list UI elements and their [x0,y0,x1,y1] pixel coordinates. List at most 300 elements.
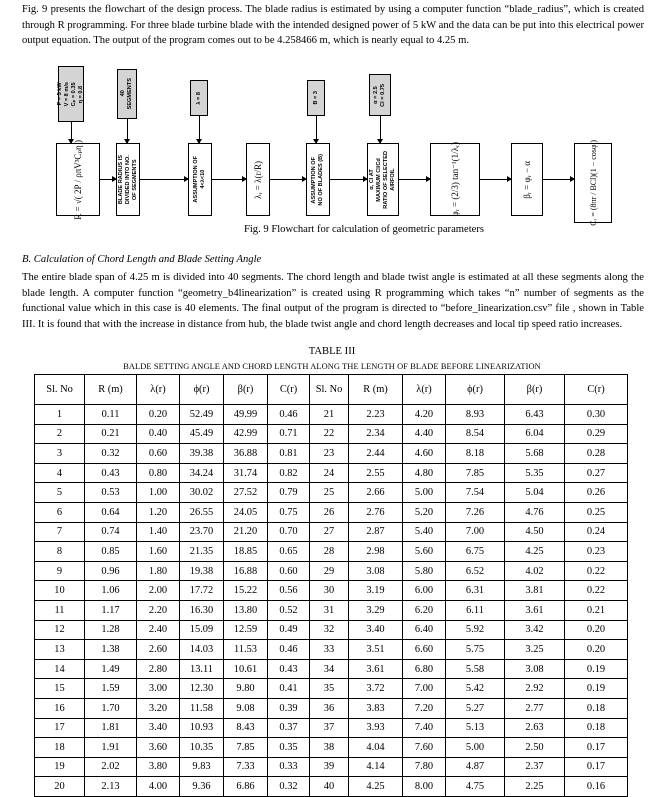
input-power-box [58,66,84,122]
table-cell: 2.44 [349,444,403,464]
table-cell: 7.00 [446,522,505,542]
table-cell: 0.35 [268,738,310,758]
table-cell: 4.50 [505,522,565,542]
table-cell: 1.49 [85,659,137,679]
table-cell: 0.28 [565,444,628,464]
table-cell: 12.59 [224,620,268,640]
table-cell: 1.06 [85,581,137,601]
table-header-cell: ϕ(r) [180,375,224,405]
table-header-cell: Sl. No [35,375,85,405]
table-cell: 5.75 [446,640,505,660]
table-cell: 31.74 [224,463,268,483]
table-cell: 5.42 [446,679,505,699]
table-cell: 16.30 [180,600,224,620]
table-cell: 11.58 [180,698,224,718]
table-cell: 9.08 [224,698,268,718]
table-cell: 1.28 [85,620,137,640]
table-cell: 5.58 [446,659,505,679]
table-cell: 29 [310,561,349,581]
table-cell: 2.77 [505,698,565,718]
table-cell: 32 [310,620,349,640]
table-cell: 0.81 [268,444,310,464]
beta-formula-box [511,143,543,216]
table-header-cell: β(r) [224,375,268,405]
table-body [35,405,628,797]
table-cell: 3.51 [349,640,403,660]
table-cell: 26 [310,502,349,522]
table-cell: 1.59 [85,679,137,699]
table-row [35,757,628,777]
arrow-right-8 [543,179,574,180]
table-cell: 4 [35,463,85,483]
table-cell: 26.55 [180,502,224,522]
table-cell: 33 [310,640,349,660]
table-cell: 8.54 [446,424,505,444]
table-cell: 4.87 [446,757,505,777]
table-cell: 36 [310,698,349,718]
table-cell: 14.03 [180,640,224,660]
table-cell: 0.24 [565,522,628,542]
table-cell: 4.00 [137,777,180,797]
table-cell: 1.20 [137,502,180,522]
table-cell: 5.00 [446,738,505,758]
table-cell: 0.20 [565,620,628,640]
arrow-right-4 [270,179,306,180]
table-cell: 0.27 [565,463,628,483]
table-cell: 18.85 [224,542,268,562]
table-cell: 8.43 [224,718,268,738]
table-cell: 1 [35,405,85,425]
table-cell: 0.64 [85,502,137,522]
table-row [35,581,628,601]
table-cell: 2.37 [505,757,565,777]
table-header-cell: R (m) [85,375,137,405]
table-cell: 15.22 [224,581,268,601]
table-cell: 0.30 [565,405,628,425]
table-row [35,424,628,444]
table-cell: 0.29 [565,424,628,444]
table-cell: 52.49 [180,405,224,425]
table-cell: 7.33 [224,757,268,777]
table-cell: 0.19 [565,659,628,679]
table-cell: 0.60 [137,444,180,464]
table-cell: 1.60 [137,542,180,562]
table-title: TABLE III [308,346,356,357]
table-cell: 7 [35,522,85,542]
table-cell: 1.81 [85,718,137,738]
table-cell: 2.92 [505,679,565,699]
table-cell: 4.14 [349,757,403,777]
table-cell: 24 [310,463,349,483]
table-cell: 0.41 [268,679,310,699]
table-cell: 2 [35,424,85,444]
table-cell: 30.02 [180,483,224,503]
table-cell: 1.00 [137,483,180,503]
table-cell: 5.60 [403,542,446,562]
table-cell: 2.34 [349,424,403,444]
table-cell: 20 [35,777,85,797]
section-heading: B. Calculation of Chord Length and Blade Setting Angle [22,254,262,265]
table-cell: 4.76 [505,502,565,522]
table-cell: 16.88 [224,561,268,581]
table-header-row [35,375,628,405]
table-row [35,522,628,542]
intro-paragraph: Fig. 9 presents the flowchart of the design process. The blade radius is estimated by using a computer function “blade_radius”, which is created through R programming. For three blade turbine blade with the intended designed power of 5 kW and the data can be put into this electrical power output equation. The output of the program comes out to be 4.258466 m, which is nearly equal to 4.25 m. [22,4,644,47]
table-cell: 5.27 [446,698,505,718]
table-cell: 0.60 [268,561,310,581]
table-cell: 7.54 [446,483,505,503]
table-cell: 8.93 [446,405,505,425]
table-cell: 8 [35,542,85,562]
table-header-cell: Sl. No [310,375,349,405]
table-cell: 3.20 [137,698,180,718]
table-cell: 4.75 [446,777,505,797]
input-alpha-box [369,74,391,116]
table-cell: 6.52 [446,561,505,581]
table-cell: 5.35 [505,463,565,483]
table-cell: 7.85 [446,463,505,483]
table-cell: 23.70 [180,522,224,542]
table-cell: 8.00 [403,777,446,797]
input-lambda-text: λ = 8 [195,91,202,105]
table-cell: 0.85 [85,542,137,562]
table-cell: 5.20 [403,502,446,522]
input-power-text: P = 5 kW V = 8 m/s Cₚ = 0.35 η = 0.8 [57,81,84,107]
table-cell: 21 [310,405,349,425]
chord-formula: Cᵣ = (8πr / BCl)(1 − cosφᵣ) [588,140,598,226]
table-cell: 10 [35,581,85,601]
figure-caption: Fig. 9 Flowchart for calculation of geometric parameters [243,224,485,235]
input-blades-text: B = 3 [312,91,319,105]
input-lambda-box [190,80,208,116]
table-cell: 2.50 [505,738,565,758]
table-cell: 0.17 [565,738,628,758]
table-row [35,483,628,503]
table-cell: 0.52 [268,600,310,620]
table-cell: 2.13 [85,777,137,797]
table-cell: 6.80 [403,659,446,679]
table-cell: 10.35 [180,738,224,758]
table-cell: 0.79 [268,483,310,503]
table-cell: 39.38 [180,444,224,464]
table-cell: 12.30 [180,679,224,699]
table-cell: 34 [310,659,349,679]
table-cell: 3.08 [349,561,403,581]
table-cell: 2.66 [349,483,403,503]
table-cell: 3.40 [349,620,403,640]
assumption-tsr-box [188,143,212,216]
table-cell: 6.60 [403,640,446,660]
table-cell: 25 [310,483,349,503]
divide-segments-text: BLADE RADIUS IS DIVIDED INTO NO. OF SEGMENTS [117,154,138,205]
table-cell: 2.02 [85,757,137,777]
table-cell: 19 [35,757,85,777]
table-cell: 7.80 [403,757,446,777]
table-cell: 5.00 [403,483,446,503]
table-header-cell: C(r) [268,375,310,405]
table-cell: 3.61 [349,659,403,679]
table-cell: 7.26 [446,502,505,522]
table-cell: 1.70 [85,698,137,718]
table-cell: 5.80 [403,561,446,581]
table-cell: 14 [35,659,85,679]
table-cell: 0.18 [565,698,628,718]
table-cell: 3.19 [349,581,403,601]
table-cell: 2.80 [137,659,180,679]
arrow-down-5 [380,116,381,143]
table-cell: 45.49 [180,424,224,444]
data-table [34,374,628,797]
radius-formula: R = √( 2P / ρπV³Cₚη ) [73,139,83,220]
table-cell: 5.92 [446,620,505,640]
table-cell: 3.42 [505,620,565,640]
table-row [35,738,628,758]
table-cell: 3.40 [137,718,180,738]
table-cell: 15.09 [180,620,224,640]
arrow-right-6 [399,179,430,180]
table-cell: 0.70 [268,522,310,542]
table-cell: 0.43 [85,463,137,483]
table-cell: 3 [35,444,85,464]
table-cell: 1.17 [85,600,137,620]
table-cell: 15 [35,679,85,699]
table-cell: 0.65 [268,542,310,562]
table-cell: 17.72 [180,581,224,601]
max-ratio-box [367,143,399,216]
table-cell: 0.33 [268,757,310,777]
assumption-blades-box [306,143,330,216]
table-cell: 23 [310,444,349,464]
arrow-right-5 [330,179,367,180]
table-cell: 0.80 [137,463,180,483]
table-cell: 7.60 [403,738,446,758]
table-cell: 13 [35,640,85,660]
table-cell: 5.40 [403,522,446,542]
table-cell: 36.88 [224,444,268,464]
table-cell: 16 [35,698,85,718]
table-cell: 2.60 [137,640,180,660]
table-cell: 4.25 [349,777,403,797]
table-cell: 0.20 [137,405,180,425]
table-cell: 27 [310,522,349,542]
table-row [35,718,628,738]
table-cell: 0.21 [85,424,137,444]
table-cell: 0.16 [565,777,628,797]
table-cell: 6.20 [403,600,446,620]
table-cell: 1.80 [137,561,180,581]
table-cell: 0.75 [268,502,310,522]
table-row [35,600,628,620]
table-cell: 18 [35,738,85,758]
table-cell: 2.98 [349,542,403,562]
table-row [35,542,628,562]
table-cell: 49.99 [224,405,268,425]
table-cell: 17 [35,718,85,738]
table-cell: 3.81 [505,581,565,601]
table-cell: 4.60 [403,444,446,464]
table-cell: 21.20 [224,522,268,542]
table-cell: 24.05 [224,502,268,522]
table-header-cell: λ(r) [137,375,180,405]
arrow-down-1 [71,122,72,143]
table-cell: 0.21 [565,600,628,620]
arrow-down-3 [199,116,200,143]
input-segments-text: 40 SEGMENTS [120,78,133,110]
body-paragraph: The entire blade span of 4.25 m is divided into 40 segments. The chord length and blade twist angle is estimated at all these segments along the blade length. A computer function “geometry_b4linearization” is created using R programming which takes “n” number of segments as the functional value which in this case is 40 elements. The final output of the program is directed to “before_linearization.csv” file , shown in Table III. It is found that with the increase in distance from hub, the blade twist angle and chord length decreases and local tip speed ratio increases. [22,272,644,330]
table-cell: 9.80 [224,679,268,699]
table-cell: 0.26 [565,483,628,503]
table-cell: 0.56 [268,581,310,601]
table-row [35,502,628,522]
table-cell: 0.23 [565,542,628,562]
table-cell: 0.32 [85,444,137,464]
table-cell: 7.00 [403,679,446,699]
table-row [35,561,628,581]
table-cell: 5 [35,483,85,503]
table-header-cell: β(r) [505,375,565,405]
table-row [35,640,628,660]
table-cell: 28 [310,542,349,562]
table-cell: 11 [35,600,85,620]
table-cell: 2.25 [505,777,565,797]
table-cell: 0.19 [565,679,628,699]
table-cell: 6.00 [403,581,446,601]
table-cell: 1.91 [85,738,137,758]
table-cell: 13.80 [224,600,268,620]
table-cell: 4.02 [505,561,565,581]
table-cell: 4.40 [403,424,446,444]
table-cell: 0.25 [565,502,628,522]
flowchart [0,60,664,225]
table-cell: 8.18 [446,444,505,464]
max-ratio-text: α, Cl AT MAXIMUM Cl/Cd RATIO OF SELECTED AIRFOIL [369,150,396,209]
table-cell: 3.60 [137,738,180,758]
arrow-right-1 [100,179,116,180]
radius-formula-box [56,139,100,220]
input-alpha-text: α = 2.5 Cl = 0.75 [373,83,386,107]
table-cell: 0.53 [85,483,137,503]
table-header-cell: ϕ(r) [446,375,505,405]
table-row [35,620,628,640]
beta-formula: βᵣ = φᵣ − α [522,160,532,199]
table-cell: 6.86 [224,777,268,797]
table-cell: 0.49 [268,620,310,640]
table-cell: 0.32 [268,777,310,797]
table-cell: 37 [310,718,349,738]
table-cell: 0.40 [137,424,180,444]
table-cell: 21.35 [180,542,224,562]
table-cell: 2.76 [349,502,403,522]
table-cell: 0.37 [268,718,310,738]
table-cell: 2.87 [349,522,403,542]
table-cell: 4.25 [505,542,565,562]
table-cell: 2.20 [137,600,180,620]
table-cell: 27.52 [224,483,268,503]
table-cell: 13.11 [180,659,224,679]
table-cell: 3.80 [137,757,180,777]
arrow-right-7 [480,179,511,180]
table-cell: 0.46 [268,405,310,425]
table-cell: 39 [310,757,349,777]
assumption-tsr-text: ASSUMPTION OF 4<λ<10 [193,156,206,203]
table-cell: 3.25 [505,640,565,660]
table-cell: 1.40 [137,522,180,542]
table-cell: 6.11 [446,600,505,620]
table-cell: 2.00 [137,581,180,601]
table-cell: 4.04 [349,738,403,758]
table-cell: 6.43 [505,405,565,425]
table-caption: BALDE SETTING ANGLE AND CHORD LENGTH ALONG THE LENGTH OF BLADE BEFORE LINEARIZATION [123,362,541,371]
phi-formula: φᵣ = (2/3) tan⁻¹(1/λᵣ) [450,142,460,217]
table-cell: 3.29 [349,600,403,620]
table-cell: 10.93 [180,718,224,738]
table-row [35,463,628,483]
table-cell: 30 [310,581,349,601]
table-header-cell: R (m) [349,375,403,405]
table-cell: 6 [35,502,85,522]
table-cell: 9.36 [180,777,224,797]
table-cell: 0.11 [85,405,137,425]
table-cell: 0.74 [85,522,137,542]
table-cell: 0.22 [565,581,628,601]
local-tsr-formula: λᵣ = λ(r/R) [253,160,263,199]
table-cell: 38 [310,738,349,758]
table-cell: 0.22 [565,561,628,581]
assumption-blades-text: ASSUMPTION OF NO OF BLADES (B) [311,153,324,206]
arrow-down-2 [127,119,128,143]
table-cell: 6.04 [505,424,565,444]
table-cell: 6.75 [446,542,505,562]
table-cell: 2.55 [349,463,403,483]
table-cell: 1.38 [85,640,137,660]
table-cell: 35 [310,679,349,699]
table-row [35,679,628,699]
arrow-right-2 [140,179,188,180]
divide-segments-box [116,143,140,216]
table-cell: 0.17 [565,757,628,777]
table-cell: 7.20 [403,698,446,718]
arrow-right-3 [212,179,246,180]
table-cell: 5.04 [505,483,565,503]
table-cell: 34.24 [180,463,224,483]
table-cell: 2.40 [137,620,180,640]
table-cell: 3.08 [505,659,565,679]
table-cell: 22 [310,424,349,444]
table-cell: 3.83 [349,698,403,718]
table-cell: 7.40 [403,718,446,738]
table-cell: 9 [35,561,85,581]
table-cell: 0.43 [268,659,310,679]
table-header-cell: C(r) [565,375,628,405]
input-blades-box [307,80,325,116]
table-row [35,444,628,464]
table-cell: 0.18 [565,718,628,738]
table-cell: 0.20 [565,640,628,660]
table-row [35,698,628,718]
table-cell: 40 [310,777,349,797]
table-cell: 3.00 [137,679,180,699]
table-cell: 5.68 [505,444,565,464]
table-cell: 42.99 [224,424,268,444]
table-cell: 4.20 [403,405,446,425]
table-cell: 2.63 [505,718,565,738]
input-segments-box [117,69,137,119]
table-cell: 3.72 [349,679,403,699]
table-cell: 0.39 [268,698,310,718]
table-cell: 6.31 [446,581,505,601]
table-cell: 6.40 [403,620,446,640]
table-cell: 2.23 [349,405,403,425]
